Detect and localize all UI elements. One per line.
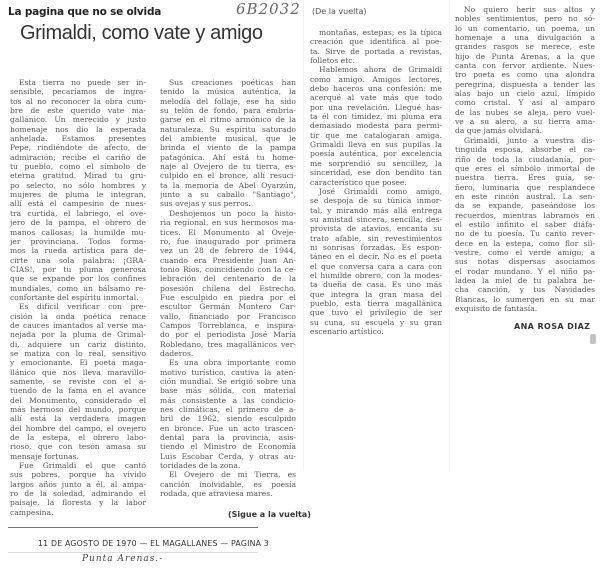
text-line: nuestra tierra. Eres guía, se- xyxy=(455,173,595,183)
continued-to-label: (Sigue a la vuelta) xyxy=(228,510,311,519)
paragraph xyxy=(160,78,296,209)
text-line: gallánico. Un merecido y justo xyxy=(10,115,146,125)
text-line: me sorprendió su sencillez, la xyxy=(310,158,442,168)
text-line: sus ovejas y sus perros. xyxy=(160,199,251,209)
text-line: del hombre del campo, el ovejero xyxy=(10,423,146,433)
text-line: de las nubes se aleja, pero vuel- xyxy=(455,107,595,117)
text-line: ro de la soledad, admirando el xyxy=(10,489,146,499)
article-column-2 xyxy=(160,78,296,498)
text-line: jero de la pampa, el obrero de xyxy=(10,218,146,228)
text-line: en bronce. Fue un acto trascen- xyxy=(160,423,296,433)
text-line: lebración del centenario de la xyxy=(160,274,296,284)
text-line: daderos. xyxy=(160,348,194,358)
text-line: ción mundial. Se erigió sobre una xyxy=(160,377,296,386)
paragraph xyxy=(310,187,442,337)
text-line: tinguida esposa, absorbe el ca- xyxy=(455,145,595,155)
text-line: que eres el símbolo inmortal de xyxy=(455,163,595,173)
text-line: ro, fue inaugurado por primera xyxy=(160,236,296,246)
text-line: tir que me catalogaran amiga. xyxy=(310,130,442,140)
text-line: confortante del espíritu inmortal. xyxy=(10,292,139,302)
text-line: sensible, pecaríamos de ingra- xyxy=(10,87,146,97)
text-line: por una revelación. Llegué has- xyxy=(310,102,442,112)
author-byline: ANA ROSA DIAZ xyxy=(514,322,591,331)
text-line: ladea la miel de tu palabra he- xyxy=(455,275,595,285)
text-line: tenido la música auténtica, la xyxy=(160,87,296,97)
text-line: toridades de la zona. xyxy=(160,461,241,471)
paragraph xyxy=(310,65,442,186)
text-line: recuerdos, mientras labramos en xyxy=(455,210,595,220)
text-line: que se expande por los confines xyxy=(10,274,146,284)
column-divider xyxy=(303,0,304,470)
text-line: nes climáticas, el primero de a- xyxy=(160,405,296,415)
text-line: del ambiente musical, que le xyxy=(160,134,296,144)
text-line: motivo turístico, cautiva la aten- xyxy=(160,367,296,377)
text-line: debo haceros una confesión: me xyxy=(310,84,442,94)
text-line: tuendo de la fama en el avance xyxy=(10,386,146,396)
text-line: dental para la provincia, asis- xyxy=(160,433,296,443)
text-line: hijo de Punta Arenas, a la que xyxy=(455,51,595,61)
text-line: tiendo el Ministro de Economía xyxy=(160,442,296,452)
continued-from-label: (De la vuelta) xyxy=(312,7,367,16)
text-line: ria regional, en sus hermosos ma- xyxy=(160,218,296,228)
text-line: do por el periodista José María xyxy=(160,330,296,340)
paragraph xyxy=(455,5,595,136)
text-line: escultor Germán Montero Car- xyxy=(160,302,296,312)
text-line: de la estepa, el obrero labo- xyxy=(10,433,146,443)
text-line: Campos Torreblanca, e inspira- xyxy=(160,320,296,330)
text-line: ta. Sirve de portada a revistas, xyxy=(310,46,442,56)
text-line: largos años junto a él, al ampa- xyxy=(10,479,146,489)
text-line: y emocionante. El poeta maga- xyxy=(10,358,146,368)
text-line: que integra la gran masa del xyxy=(310,289,442,299)
text-line: Deshojemos un poco la histo- xyxy=(169,208,296,218)
text-line: bre de este querido vate ma- xyxy=(10,106,146,116)
text-line: bril de 1962, siendo esculpido xyxy=(160,414,296,424)
text-line: Es difícil verificar con pre- xyxy=(19,302,146,312)
text-line: ta la memoria de Abel Oyarzún, xyxy=(160,180,296,190)
text-line: allí está la verdadera imagen xyxy=(10,414,146,424)
text-line: da se expande, paseándose los xyxy=(455,201,595,211)
article-column-4 xyxy=(455,5,595,313)
text-line: naje al Ovejero de tu tierra, es- xyxy=(160,162,296,172)
text-line: mensaje fortunas. xyxy=(10,451,79,461)
text-line: sus notas dispersas asociamos xyxy=(455,257,595,267)
text-line: vallo, financiado por Francisco xyxy=(160,311,296,321)
text-line: llánico que nos lleva maravillo- xyxy=(10,367,146,377)
text-line: naturaleza. Su espíritu saturado xyxy=(160,124,296,134)
text-line: Fue esculpido en piedra por el xyxy=(160,292,296,302)
text-line: su cuna, su escuela y su gran xyxy=(310,317,442,327)
text-line: folletos etc. xyxy=(310,56,355,66)
text-line: No quiero herir sus altos y xyxy=(464,5,595,14)
text-line: característico que posee. xyxy=(310,177,407,187)
text-line: patagónica. Ahí está tu home- xyxy=(160,152,296,162)
text-line: base más sólida, con material xyxy=(160,386,296,396)
text-line: tra curtida, el labriego, el ove- xyxy=(10,208,146,218)
text-line: Esta tierra no puede ser in- xyxy=(19,78,146,87)
text-line: jer provinciana. Todos forma- xyxy=(10,236,146,246)
paragraph xyxy=(160,470,296,498)
text-line: nejada por la pluma de Grimal- xyxy=(10,330,146,340)
text-line: samente, se reviste con el a- xyxy=(10,377,146,386)
text-line: sus pobres, porque ha vivido xyxy=(10,470,146,480)
text-line: Es una obra importante como xyxy=(169,358,296,368)
text-line: admiración; recibe el cariño de xyxy=(10,152,146,162)
text-line: melodía del follaje, ese ha sido xyxy=(160,96,296,106)
text-line: canción inolvidable, es poesía xyxy=(160,479,296,489)
text-line: canta con fervor ardiente. Nues- xyxy=(455,61,595,71)
text-line: nobles sentimientos, pero no só- xyxy=(455,14,595,24)
text-line: exquisito de fantasía. xyxy=(455,304,538,313)
text-line: ni sonrisas forzadas. Es espon- xyxy=(310,242,442,252)
article-title: Grimaldi, como vate y amigo xyxy=(20,22,263,44)
text-line: Blancas, lo sumergen en su mar xyxy=(455,294,595,304)
section-kicker: La pagina que no se olvida xyxy=(8,6,162,18)
text-line: po selecto, no sólo hombres y xyxy=(10,180,146,190)
text-line: rodada, que atraviesa mares. xyxy=(160,489,273,499)
text-line: trato afable, sin revestimientos xyxy=(310,233,442,243)
paragraph xyxy=(10,78,146,302)
text-line: cirte una sola palabra: ¡GRA- xyxy=(10,255,146,265)
footer-rule-faint xyxy=(8,552,258,553)
text-line: cisión la onda poética renace xyxy=(10,311,146,321)
text-line: di, adquiere un cariz distinto, xyxy=(10,339,146,349)
text-line: mos la rueda artística para de- xyxy=(10,246,146,256)
text-line: riño de toda la ciudadanía, por- xyxy=(455,154,595,164)
footer-dateline: 11 DE AGOSTO DE 1970 — EL MAGALLANES — PAGINA 3 xyxy=(38,539,269,548)
text-line: tonio Ríos, coincidiendo con la ce- xyxy=(160,264,296,274)
text-line: montañas, estepas; es la típica xyxy=(319,28,442,37)
text-line: Fue Grimaldi el que cantó xyxy=(19,461,146,471)
paragraph xyxy=(10,461,146,517)
paragraph xyxy=(160,209,296,359)
text-line: Hablemos ahora de Grimaldi xyxy=(319,65,442,75)
text-line: manos callosas; la humilde mu- xyxy=(10,227,146,237)
paragraph xyxy=(160,358,296,470)
text-line: el que conversa cara a cara con xyxy=(310,261,442,271)
text-line: anhelada. Estamos presentes xyxy=(10,134,146,144)
text-line: Grimaldi, junto a vuestra dis- xyxy=(464,135,595,145)
text-line: Sus creaciones poéticas han xyxy=(169,78,296,87)
text-line: el humilde obrero, con la modes- xyxy=(310,270,442,280)
text-line: rioso, que con tesón amasa su xyxy=(10,442,146,452)
text-line: el rodar mundano. Y el niño pa- xyxy=(455,266,595,276)
text-line: grandes rasgos se merece, este xyxy=(455,42,595,52)
text-line: escenario artístico. xyxy=(310,327,384,336)
text-line: más consistente a las condicio- xyxy=(160,395,296,405)
text-line: se matiza con lo real, sensitivo xyxy=(10,348,146,358)
text-line: del Monumento, considerado el xyxy=(10,395,146,405)
text-line: junto a su caballo "Santiago", xyxy=(160,190,296,200)
article-column-3 xyxy=(310,28,442,336)
handwritten-archive-number: 6B2032 xyxy=(236,0,301,18)
text-line: Grimaldi lleva en sus pupilas la xyxy=(310,140,442,150)
text-line: tal, y mirando más allá entrega xyxy=(310,205,442,215)
text-line: el estilo infinito el saber diáfa- xyxy=(455,219,595,229)
text-line: Pepe, rindiéndote de afecto, de xyxy=(10,143,146,153)
text-line: ve a su alero, a su tierra ama- xyxy=(455,117,595,127)
footer-rule xyxy=(8,527,258,528)
article-column-1 xyxy=(10,78,146,517)
handwritten-place: Punta Arenas.- xyxy=(82,554,164,564)
text-line: garse en el ritmo armónico de la xyxy=(160,115,296,125)
scan-smudge xyxy=(590,334,596,344)
text-line: pueblo, esta tierra magallánica xyxy=(310,298,442,308)
text-line: alas bajo un cielo azul, límpido xyxy=(455,89,595,99)
text-line: culpido en el bronce, allí resuci- xyxy=(160,171,296,181)
column-divider xyxy=(449,0,450,470)
text-line: lo un comentario, un poema, un xyxy=(455,23,595,33)
text-line: mujeres de pluma le integran, xyxy=(10,190,146,200)
text-line: su telón de fondo, para embria- xyxy=(160,106,296,116)
text-line: se despoja de su túnica inmor- xyxy=(310,196,442,206)
paragraph xyxy=(310,28,442,65)
text-line: en este rincón austral. La sen- xyxy=(455,191,595,201)
paragraph xyxy=(10,302,146,461)
text-line: campesina. xyxy=(10,507,54,517)
text-line: como amigo. Amigos lectores, xyxy=(310,74,442,84)
text-line: vestre, como el verde amigo; a xyxy=(455,247,595,257)
text-line: de cauces imantados al verse ma- xyxy=(10,320,146,330)
text-line: poesía auténtica, por excelencia xyxy=(310,149,442,159)
text-line: mundiales, como un bálsamo re- xyxy=(10,283,146,293)
text-line: creación que identifica al poe- xyxy=(310,37,442,47)
text-line: homenaje nos dio la esperada xyxy=(10,124,146,134)
text-line: cuando era Presidente Juan An- xyxy=(160,255,296,265)
text-line: no de tu poesía. Tu canto rever- xyxy=(455,229,595,239)
text-line: ta dueña de casa. Es uno más xyxy=(310,280,442,290)
text-line: vez un 28 de febrero de 1944, xyxy=(160,246,296,256)
text-line: su amistad sincera, sencilla, des- xyxy=(310,214,442,224)
text-line: El Ovejero de mi Tierra, es xyxy=(169,470,296,480)
text-line: sinceridad, ese don bendito tan xyxy=(310,168,442,178)
text-line: brinda el viento de la pampa xyxy=(160,143,296,153)
paragraph xyxy=(455,136,595,314)
text-line: José Grimaldi como amigo, xyxy=(319,186,442,196)
text-line: peregrina, dispuesta a tender las xyxy=(455,79,595,89)
text-line: tu pueblo, como el símbolo de xyxy=(10,162,146,172)
text-line: cha canción, y tus Navidades xyxy=(455,285,595,295)
text-line: eterna gratitud. Mirad tu gru- xyxy=(10,171,146,181)
text-line: Robledano, tres magallánicos ver- xyxy=(160,339,296,349)
text-line: táneo en el decir. No es el poeta xyxy=(310,252,442,262)
text-line: demasiado modesta para permi- xyxy=(310,121,442,131)
text-line: como cristal. Y así al amparo xyxy=(455,98,595,108)
text-line: que tuvo el privilegio de ser xyxy=(310,308,442,318)
text-line: acerqué al vate más que todo xyxy=(310,93,442,103)
text-line: dece en la estepa, como flor sil- xyxy=(455,238,595,248)
text-line: homenaje a una divulgación a xyxy=(455,33,595,43)
text-line: ñero, luminaria que resplandece xyxy=(455,182,595,192)
text-line: ta él con timidez, mi pluma era xyxy=(310,112,442,122)
text-line: tro poeta es como una alondra xyxy=(455,70,595,80)
text-line: paisaje, la floresta y la labor xyxy=(10,498,146,508)
text-line: provista de atavíos, encanta su xyxy=(310,224,442,234)
text-line: posesión chilena del Estrecho. xyxy=(160,283,296,293)
text-line: da que jamás olvidará. xyxy=(455,126,543,136)
text-line: Luis Escobar Cerda, y otras au- xyxy=(160,451,296,461)
text-line: más hermoso del mundo, porque xyxy=(10,405,146,415)
text-line: CIAS!, por tu pluma generosa xyxy=(10,264,146,274)
text-line: allí está el campesino de nues- xyxy=(10,199,146,209)
text-line: tices. El Monumento al Oveje- xyxy=(160,227,296,237)
text-line: tos al no reconocer la obra cum- xyxy=(10,96,146,106)
